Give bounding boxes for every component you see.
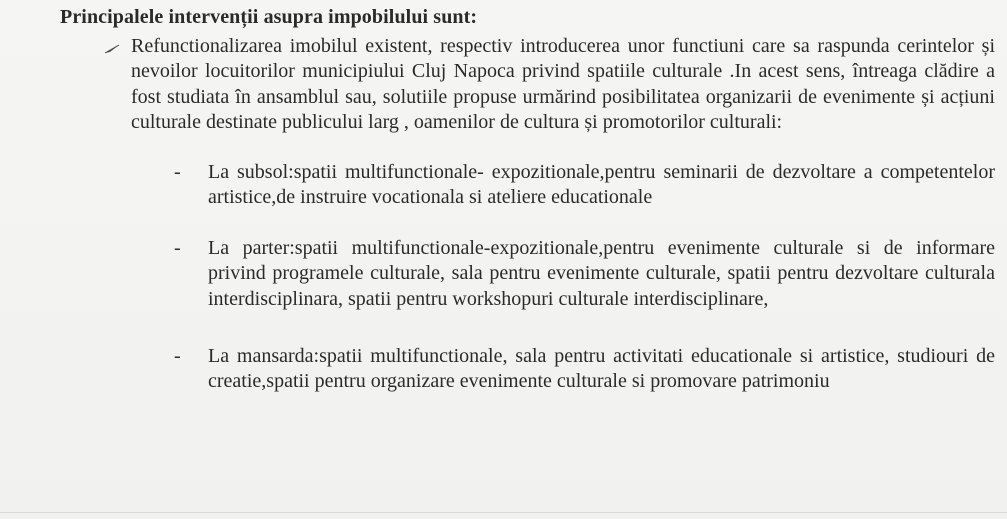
list-item-text: La mansarda:spatii multifunctionale, sala pentru activitati educationale si artistice, studiouri de creatie,spatii pentru organizare evenimente culturale si promovare patrimoniu	[208, 345, 995, 393]
page-bottom-divider	[0, 512, 1007, 513]
arrow-bullet-icon	[104, 42, 120, 54]
list-item-text: La parter:spatii multifunctionale-expozitionale,pentru evenimente culturale si de informare privind programele culturale, sala pentru evenimente culturale, spatii pentru dezvoltare culturala interdisciplinara, spatii pentru workshopuri culturale interdisciplinare,	[208, 237, 995, 310]
dash-marker: -	[174, 161, 181, 183]
dash-marker: -	[174, 345, 181, 367]
main-bullet-paragraph: Refunctionalizarea imobilul existent, respectiv introducerea unor functiuni care sa raspunda cerintelor și nevoilor locuitorilor municipiului Cluj Napoca privind spatiile culturale .In acest sens, întreaga clădire a fost studiata în ansamblul sau, solutiile propuse urmărind posibilitatea organizarii de evenimente și acțiuni culturale destinate publicului larg , oamenilor de cultura și promotorilor culturali:	[131, 35, 995, 134]
dash-marker: -	[174, 237, 181, 259]
list-item-text: La subsol:spatii multifunctionale- expozitionale,pentru seminarii de dezvoltare a competentelor artistice,de instruire vocationala si ateliere educationale	[208, 161, 995, 209]
section-heading: Principalele intervenții asupra impobilului sunt:	[60, 6, 478, 28]
